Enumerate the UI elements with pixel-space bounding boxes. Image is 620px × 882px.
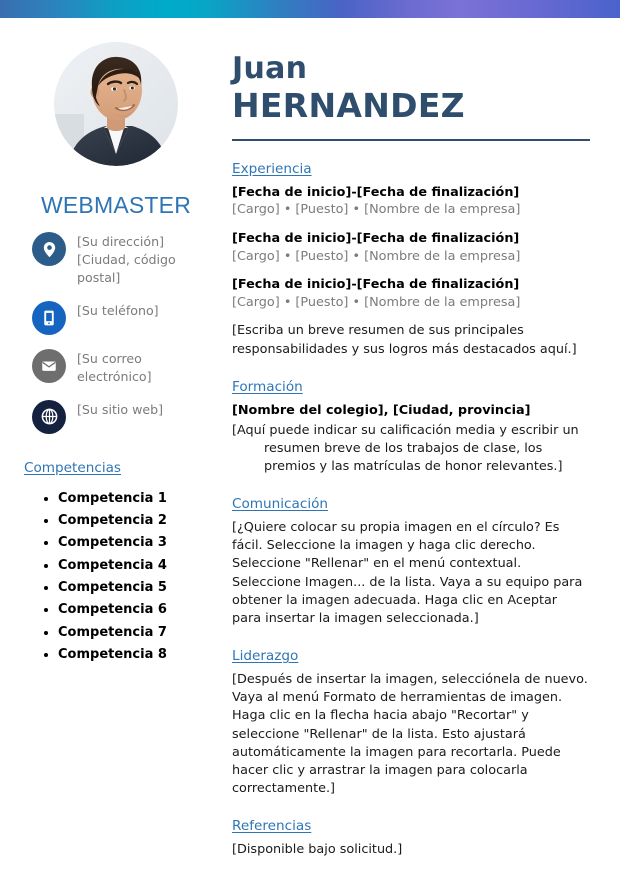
experience-item	[232, 184, 590, 219]
list-item: • Competencia 4	[58, 555, 214, 577]
header-gradient-bar	[0, 0, 620, 18]
last-name: HERNANDEZ	[232, 85, 465, 125]
avatar	[18, 42, 214, 166]
first-name: Juan	[232, 51, 308, 86]
list-item: • Competencia 1	[58, 488, 214, 510]
leadership-section	[232, 648, 590, 798]
experience-date: [Fecha de inicio]-[Fecha de finalización]	[232, 184, 520, 200]
list-item: • Competencia 6	[58, 599, 214, 621]
competencies-list	[24, 488, 214, 667]
experience-summary: [Escriba un breve resumen de sus principales responsabilidades y sus logros más destacados aquí.]	[232, 323, 577, 357]
location-pin-glyph	[40, 240, 59, 259]
education-section	[232, 379, 590, 476]
email-icon	[32, 349, 66, 383]
communication-text: [¿Quiere colocar su propia imagen en el círculo? Es fácil. Seleccione la imagen y haga clic derecho. Seleccione "Rellenar" en el menú contextual. Seleccione Imagen... de la lista. Vaya a su equipo para obtener la imagen adecuada. Haga clic en Aceptar para insertar la imagen seleccionada.]	[232, 520, 583, 626]
list-item: • Competencia 2	[58, 510, 214, 532]
resume-body	[0, 18, 620, 882]
contact-label-phone: [Su teléfono]	[77, 302, 159, 318]
references-section	[232, 818, 590, 859]
envelope-glyph	[40, 357, 58, 375]
phone-icon	[32, 301, 66, 335]
contact-label-website: [Su sitio web]	[77, 401, 164, 417]
leadership-text: [Después de insertar la imagen, selecciónela de nuevo. Vaya al menú Formato de herramientas de imagen. Haga clic en la flecha hacia abajo "Recortar" y seleccione "Rellenar" de la lista. Esto ajustará automáticamente la imagen para recortarla. Puede hacer clic y arrastrar la imagen para colocarla correctamente.]	[232, 672, 588, 797]
experience-role: [Cargo] • [Puesto] • [Nombre de la empresa]	[232, 248, 521, 264]
sidebar	[0, 18, 232, 882]
phone-glyph	[40, 309, 58, 327]
list-item: • Competencia 3	[58, 532, 214, 554]
contact-label-email: [Su correo electrónico]	[77, 350, 152, 384]
name-block	[232, 52, 590, 141]
references-text: [Disponible bajo solicitud.]	[232, 842, 403, 858]
references-heading: Referencias	[232, 818, 312, 835]
experience-date: [Fecha de inicio]-[Fecha de finalización]	[232, 230, 520, 246]
location-pin-icon	[32, 232, 66, 266]
competencies-heading: Competencias	[24, 459, 122, 476]
main-content	[232, 18, 620, 882]
contact-item-email[interactable]	[32, 349, 214, 386]
list-item: • Competencia 7	[58, 622, 214, 644]
globe-icon	[32, 400, 66, 434]
experience-item	[232, 276, 590, 311]
experience-heading: Experiencia	[232, 160, 312, 177]
experience-role: [Cargo] • [Puesto] • [Nombre de la empresa]	[232, 202, 521, 218]
list-item: • Competencia 8	[58, 644, 214, 666]
experience-section	[232, 161, 590, 359]
education-details: [Aquí puede indicar su calificación media y escribir un resumen breve de los trabajos de clase, los premios y las matrículas de honor relevantes.]	[232, 422, 579, 475]
portrait-photo	[54, 42, 178, 166]
contact-list	[18, 232, 214, 433]
experience-item	[232, 230, 590, 265]
contact-item-website[interactable]	[32, 400, 214, 434]
name-divider	[232, 139, 590, 141]
list-item: • Competencia 5	[58, 577, 214, 599]
education-school: [Nombre del colegio], [Ciudad, provincia]	[232, 402, 531, 418]
competencies-section	[18, 460, 214, 667]
communication-heading: Comunicación	[232, 496, 329, 513]
experience-role: [Cargo] • [Puesto] • [Nombre de la empresa]	[232, 294, 521, 310]
leadership-heading: Liderazgo	[232, 648, 299, 665]
job-title: WEBMASTER	[40, 192, 192, 218]
communication-section	[232, 496, 590, 628]
contact-item-phone[interactable]	[32, 301, 214, 335]
portrait-photo-graphic	[54, 42, 178, 166]
experience-date: [Fecha de inicio]-[Fecha de finalización]	[232, 277, 520, 293]
education-heading: Formación	[232, 378, 303, 395]
contact-label-address: [Su dirección] [Ciudad, código postal]	[77, 234, 176, 286]
globe-glyph	[40, 407, 59, 426]
contact-item-address[interactable]	[32, 232, 214, 287]
